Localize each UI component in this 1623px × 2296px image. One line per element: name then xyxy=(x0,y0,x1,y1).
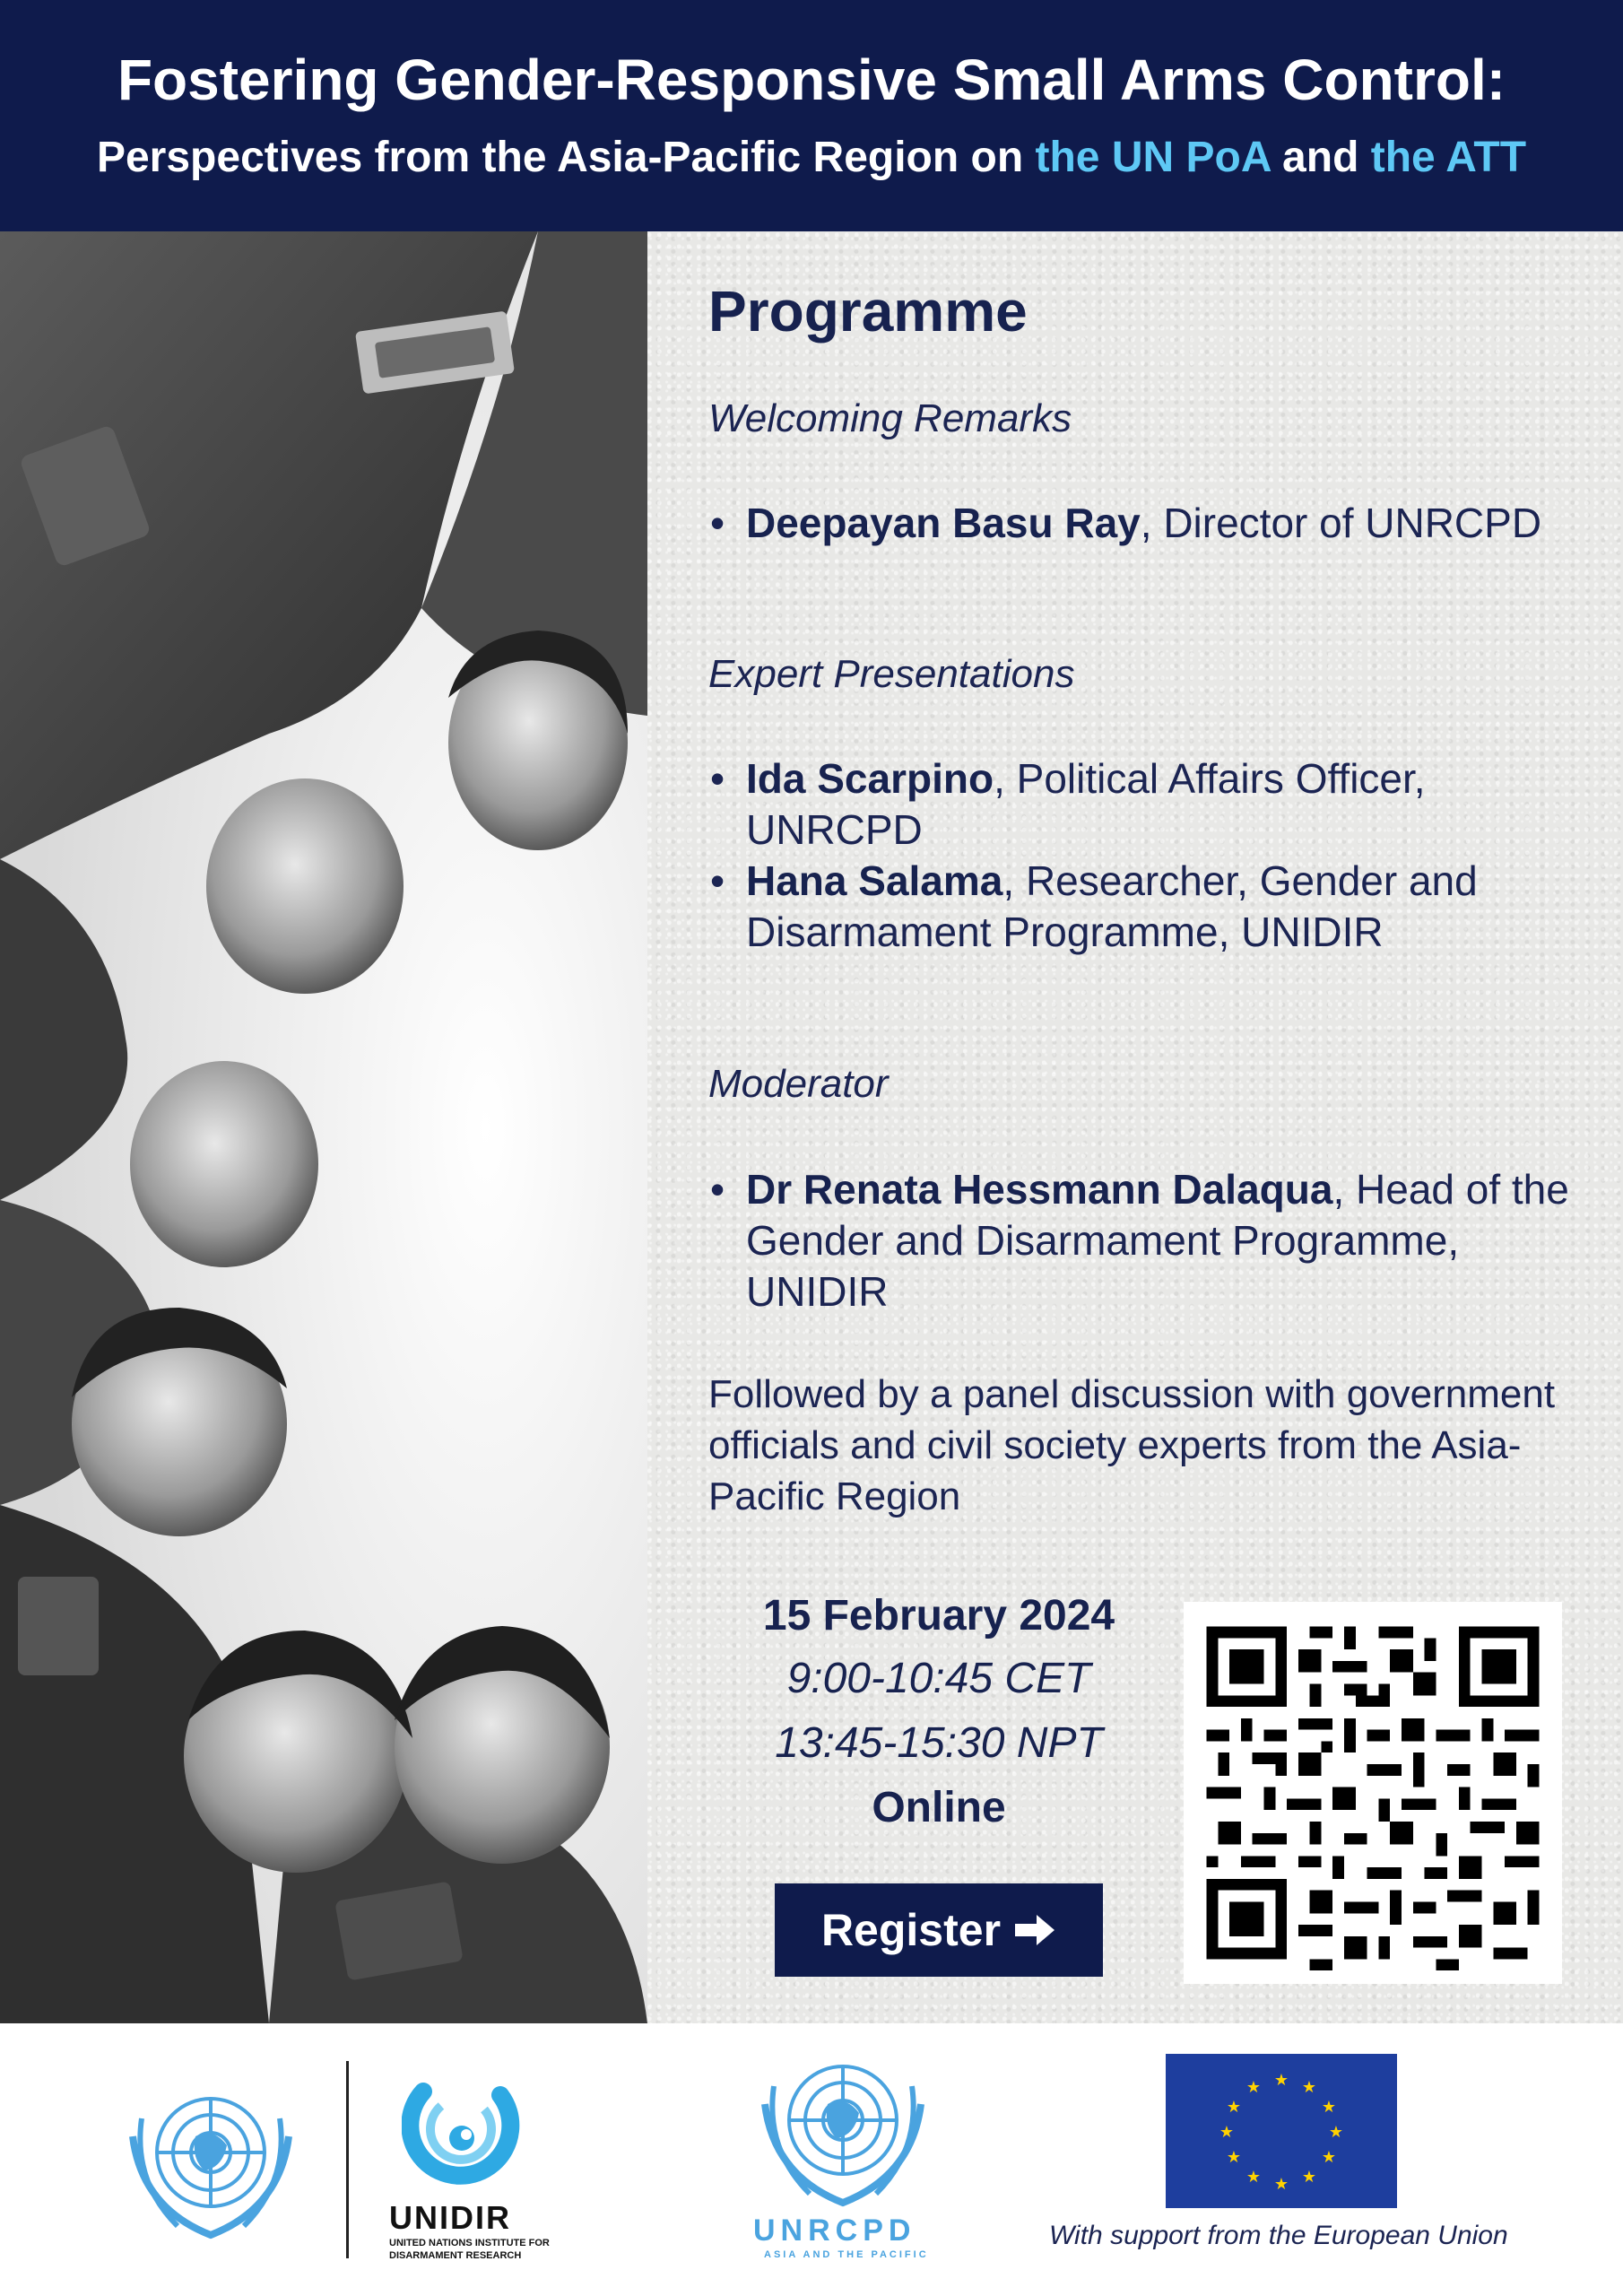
event-format: Online xyxy=(872,1784,1006,1831)
unrcpd-emblem-icon xyxy=(742,2050,943,2210)
subtitle-highlight-att: the ATT xyxy=(1370,134,1527,181)
page-subtitle xyxy=(0,133,1623,182)
section-expert-presentations: Expert Presentations xyxy=(708,652,1075,696)
event-time-npt: 13:45-15:30 NPT xyxy=(775,1719,1103,1767)
svg-text:★: ★ xyxy=(1321,2098,1337,2117)
speaker-name: Deepayan Basu Ray xyxy=(746,500,1141,546)
unidir-wordmark: UNIDIR xyxy=(389,2199,511,2236)
speaker-role: , Director of UNRCPD xyxy=(1140,500,1542,546)
logo-divider xyxy=(346,2061,349,2258)
svg-text:★: ★ xyxy=(1301,2168,1317,2187)
speaker-name: Hana Salama xyxy=(746,857,1003,904)
svg-text:★: ★ xyxy=(1245,2078,1262,2097)
unidir-logo-icon xyxy=(402,2079,522,2196)
page-title: Fostering Gender-Responsive Small Arms Control: xyxy=(117,48,1506,112)
speaker-item xyxy=(710,856,1607,958)
speaker-name: Ida Scarpino xyxy=(746,755,994,802)
svg-text:★: ★ xyxy=(1321,2148,1337,2167)
subtitle-highlight-poa: the UN PoA xyxy=(1035,134,1271,181)
speaker-item xyxy=(710,498,1607,549)
register-label: Register xyxy=(820,1905,1002,1955)
arrow-right-icon xyxy=(1013,1913,1056,1947)
bullet-dot: • xyxy=(710,755,725,802)
register-button[interactable] xyxy=(775,1883,1103,1977)
un-emblem-icon xyxy=(115,2083,307,2242)
section-moderator: Moderator xyxy=(708,1062,889,1106)
header-banner xyxy=(0,0,1623,231)
speaker-role: , Researcher, Gender and Disarmament Programme, UNIDIR xyxy=(746,857,1478,955)
unidir-fullname: UNITED NATIONS INSTITUTE FOR DISARMAMENT RESEARCH xyxy=(389,2238,550,2261)
speaker-role: , Head of the Gender and Disarmament Programme, UNIDIR xyxy=(746,1166,1569,1315)
speaker-item xyxy=(710,1164,1607,1318)
speaker-name: Dr Renata Hessmann Dalaqua xyxy=(746,1166,1333,1213)
section-welcoming-remarks: Welcoming Remarks xyxy=(708,396,1072,440)
subtitle-text: Perspectives from the Asia-Pacific Region on xyxy=(96,134,1036,181)
bullet-dot: • xyxy=(710,500,725,546)
unrcpd-subtitle: ASIA AND THE PACIFIC xyxy=(764,2249,929,2260)
svg-text:★: ★ xyxy=(1226,2098,1242,2117)
footer-logos xyxy=(0,2023,1623,2296)
registration-qr-code[interactable] xyxy=(1184,1602,1562,1984)
speaker-role: , Political Affairs Officer, UNRCPD xyxy=(746,755,1426,853)
qr-code-icon xyxy=(1184,1602,1562,1984)
group-photo xyxy=(0,231,647,2023)
group-photo-illustration xyxy=(0,231,647,2023)
svg-text:★: ★ xyxy=(1273,2071,1289,2090)
event-date: 15 February 2024 xyxy=(762,1592,1115,1639)
subtitle-connector: and xyxy=(1270,134,1371,181)
svg-text:★: ★ xyxy=(1301,2078,1317,2097)
unrcpd-wordmark: UNRCPD xyxy=(753,2213,916,2248)
eu-flag-icon xyxy=(1166,2054,1397,2208)
eu-support-caption: With support from the European Union xyxy=(1049,2221,1508,2250)
bullet-dot: • xyxy=(710,1166,725,1213)
svg-text:★: ★ xyxy=(1226,2148,1242,2167)
programme-panel xyxy=(647,231,1623,2023)
svg-text:★: ★ xyxy=(1328,2123,1344,2142)
svg-text:★: ★ xyxy=(1273,2175,1289,2194)
svg-text:★: ★ xyxy=(1245,2168,1262,2187)
programme-heading: Programme xyxy=(708,279,1028,344)
speaker-item xyxy=(710,753,1607,856)
event-time-cet: 9:00-10:45 CET xyxy=(786,1655,1091,1702)
svg-text:★: ★ xyxy=(1219,2123,1235,2142)
panel-discussion-note: Followed by a panel discussion with government officials and civil society experts from the Asia-Pacific Region xyxy=(708,1372,1556,1518)
bullet-dot: • xyxy=(710,857,725,904)
